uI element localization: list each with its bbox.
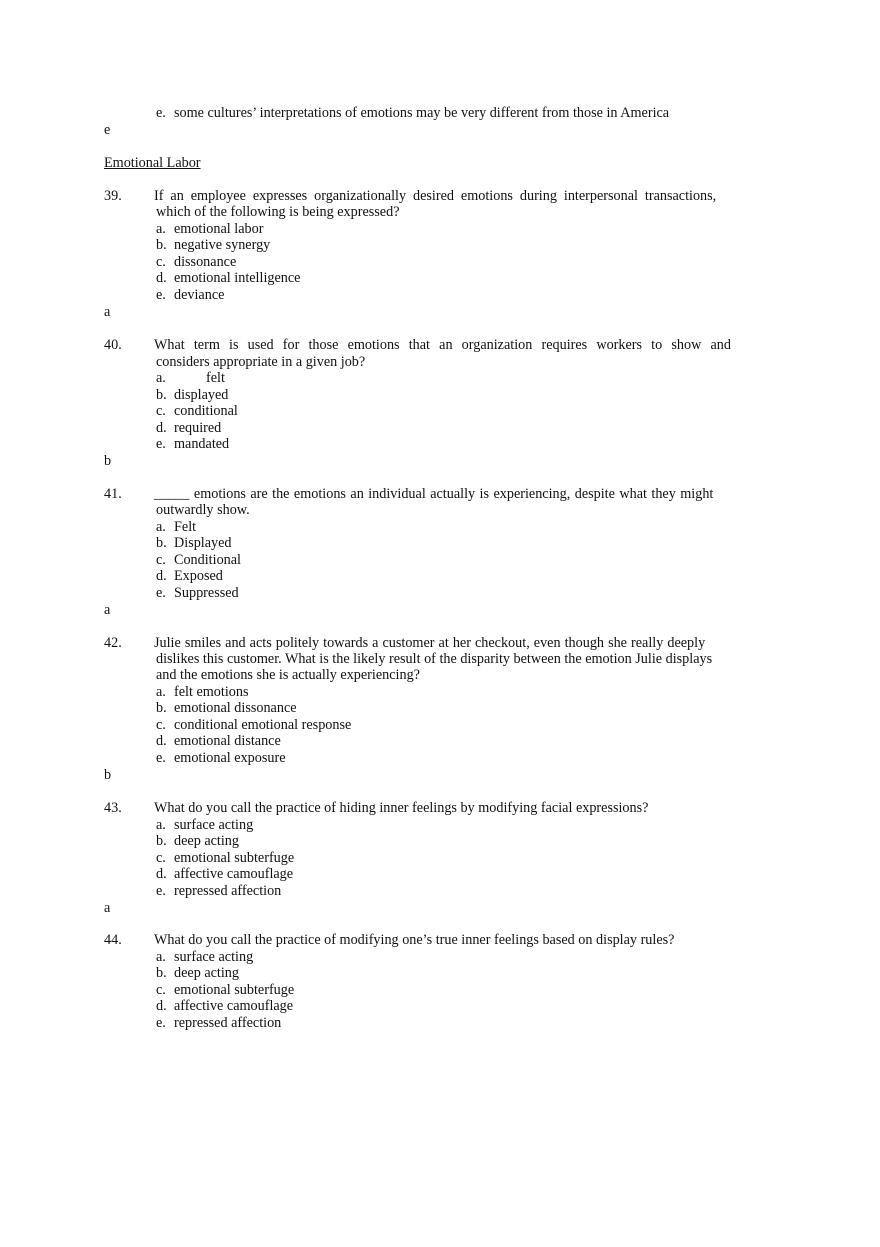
option-a (156, 949, 253, 965)
option-text: surface acting (174, 949, 254, 965)
option-e (156, 436, 229, 452)
option-letter: b. (156, 237, 167, 253)
answer-key: b (104, 767, 112, 783)
option-letter: e. (156, 1015, 166, 1031)
option-letter: d. (156, 270, 167, 286)
option-text: required (174, 420, 222, 436)
option-text: some cultures’ interpretations of emotions may be very different from those in America (174, 105, 670, 121)
question-text-rest: outwardly show. (156, 502, 250, 518)
option-text: mandated (174, 436, 230, 452)
option-letter: d. (156, 420, 167, 436)
option-letter: e. (156, 883, 166, 899)
option-e (156, 750, 286, 766)
answer-key: a (104, 900, 111, 916)
option-a (156, 519, 196, 535)
option-text: deep acting (174, 833, 239, 849)
prev-answer: e (104, 122, 111, 138)
question-text-line1: What do you call the practice of modifying one’s true inner feelings based on display rules? (154, 932, 675, 948)
option-c (156, 552, 241, 568)
option-text: conditional emotional response (174, 717, 352, 733)
option-text: Exposed (174, 568, 223, 584)
option-text: dissonance (174, 254, 237, 270)
option-letter: c. (156, 254, 166, 270)
option-text: Felt (174, 519, 197, 535)
option-text: Displayed (174, 535, 232, 551)
question-number: 43. (104, 800, 122, 816)
question-number: 42. (104, 635, 122, 651)
option-text: felt emotions (174, 684, 249, 700)
question-number: 39. (104, 188, 122, 204)
option-letter: b. (156, 700, 167, 716)
option-text: Conditional (174, 552, 241, 568)
section-heading: Emotional Labor (104, 155, 201, 171)
option-letter: c. (156, 552, 166, 568)
option-a (156, 817, 253, 833)
option-d (156, 420, 221, 436)
option-letter: b. (156, 965, 167, 981)
option-text: emotional exposure (174, 750, 286, 766)
prev-option-e (156, 105, 669, 121)
option-text: emotional subterfuge (174, 850, 295, 866)
option-letter: a. (156, 370, 166, 386)
option-letter: e. (156, 105, 166, 121)
question-number: 41. (104, 486, 122, 502)
question-text-line1: _____ emotions are the emotions an individual actually is experiencing, despite what they might (154, 486, 714, 502)
option-c (156, 254, 236, 270)
option-letter: e. (156, 287, 166, 303)
option-letter: a. (156, 221, 166, 237)
option-text: affective camouflage (174, 998, 294, 1014)
option-b (156, 700, 297, 716)
option-text: deep acting (174, 965, 239, 981)
option-letter: d. (156, 733, 167, 749)
option-letter: b. (156, 535, 167, 551)
option-a (156, 370, 225, 386)
option-letter: e. (156, 750, 166, 766)
option-b (156, 965, 239, 981)
option-letter: b. (156, 387, 167, 403)
option-text: surface acting (174, 817, 254, 833)
answer-key: a (104, 602, 111, 618)
option-letter: d. (156, 998, 167, 1014)
option-text: felt (206, 370, 225, 386)
question-number: 44. (104, 932, 122, 948)
option-text: deviance (174, 287, 225, 303)
option-d (156, 733, 281, 749)
question-text-rest: considers appropriate in a given job? (156, 354, 366, 370)
option-e (156, 287, 224, 303)
option-d (156, 998, 293, 1014)
option-text: emotional subterfuge (174, 982, 295, 998)
option-c (156, 717, 351, 733)
question-text-rest: which of the following is being expressed? (156, 204, 400, 220)
option-b (156, 535, 232, 551)
option-b (156, 387, 228, 403)
option-c (156, 850, 294, 866)
option-text: emotional labor (174, 221, 264, 237)
option-d (156, 270, 300, 286)
option-letter: a. (156, 817, 166, 833)
question-text-line1: Julie smiles and acts politely towards a customer at her checkout, even though she really deeply (154, 635, 706, 651)
option-letter: c. (156, 982, 166, 998)
question-text-rest: and the emotions she is actually experiencing? (156, 667, 420, 683)
option-text: conditional (174, 403, 238, 419)
option-b (156, 237, 270, 253)
option-letter: c. (156, 850, 166, 866)
answer-key: b (104, 453, 112, 469)
option-text: affective camouflage (174, 866, 294, 882)
option-text: negative synergy (174, 237, 271, 253)
option-e (156, 883, 281, 899)
option-letter: e. (156, 585, 166, 601)
option-c (156, 403, 238, 419)
option-letter: d. (156, 568, 167, 584)
option-a (156, 221, 263, 237)
option-letter: a. (156, 519, 166, 535)
question-number: 40. (104, 337, 122, 353)
option-text: repressed affection (174, 883, 282, 899)
question-text-line1: What term is used for those emotions that an organization requires workers to show and (154, 337, 731, 353)
option-letter: c. (156, 717, 166, 733)
option-e (156, 1015, 281, 1031)
option-letter: d. (156, 866, 167, 882)
question-text-line1: What do you call the practice of hiding inner feelings by modifying facial expressions? (154, 800, 649, 816)
option-letter: a. (156, 684, 166, 700)
option-text: emotional dissonance (174, 700, 297, 716)
option-b (156, 833, 239, 849)
option-a (156, 684, 248, 700)
option-letter: b. (156, 833, 167, 849)
option-text: emotional distance (174, 733, 281, 749)
option-letter: e. (156, 436, 166, 452)
option-c (156, 982, 294, 998)
option-text: emotional intelligence (174, 270, 301, 286)
question-text-line2: dislikes this customer. What is the likely result of the disparity between the emotion Julie displays (156, 651, 713, 667)
option-text: displayed (174, 387, 229, 403)
option-d (156, 866, 293, 882)
option-text: Suppressed (174, 585, 239, 601)
option-text: repressed affection (174, 1015, 282, 1031)
option-d (156, 568, 223, 584)
question-text-line1: If an employee expresses organizationally desired emotions during interpersonal transactions, (154, 188, 717, 204)
option-letter: a. (156, 949, 166, 965)
option-e (156, 585, 239, 601)
option-letter: c. (156, 403, 166, 419)
answer-key: a (104, 304, 111, 320)
